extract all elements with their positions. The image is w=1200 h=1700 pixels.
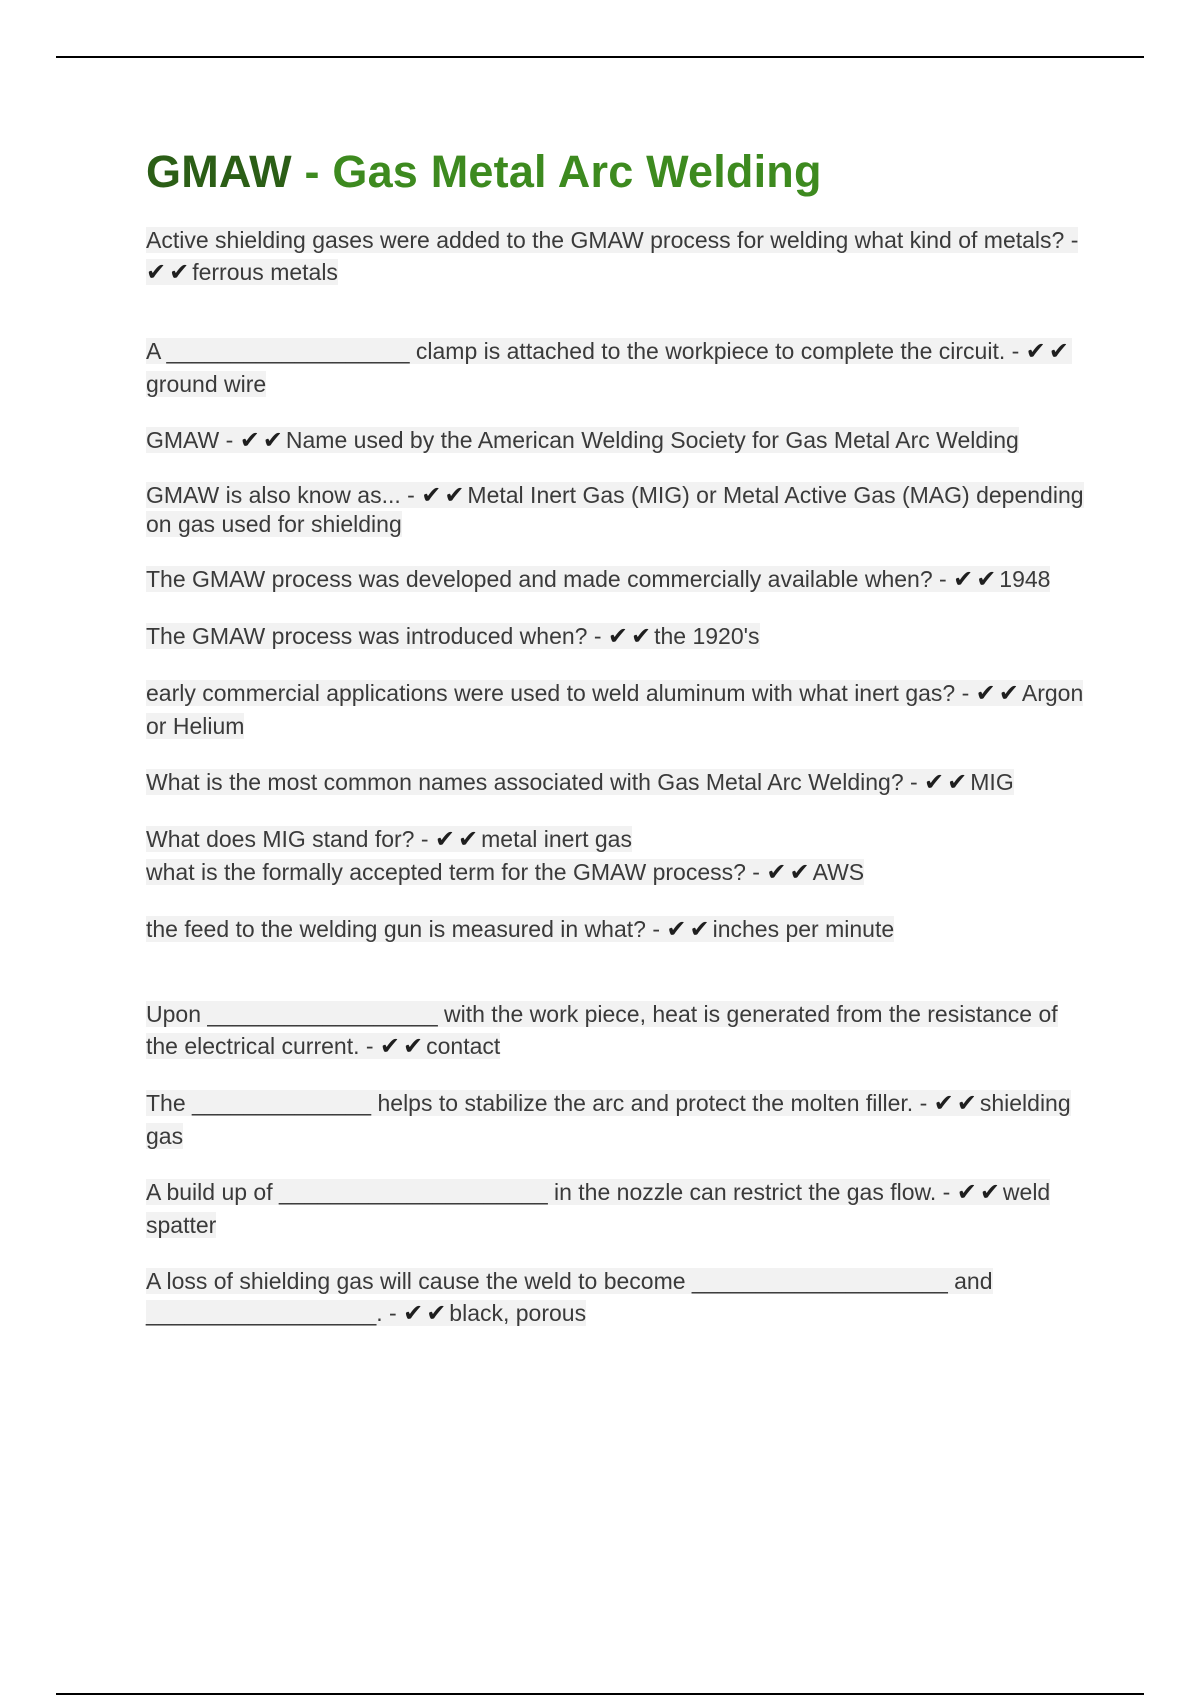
checkmark-icon: ✔✔ bbox=[403, 1300, 450, 1327]
checkmark-icon: ✔✔ bbox=[421, 482, 468, 509]
qa-item: A loss of shielding gas will cause the weld to become ____________________ and __________________. - ✔✔black, porous bbox=[146, 1265, 1096, 1330]
qa-item: Active shielding gases were added to the GMAW process for welding what kind of metals? - ✔✔ferrous metals bbox=[146, 224, 1096, 289]
checkmark-icon: ✔✔ bbox=[1025, 338, 1072, 365]
checkmark-icon: ✔✔ bbox=[146, 259, 193, 286]
checkmark-icon: ✔✔ bbox=[924, 769, 971, 796]
top-rule bbox=[56, 56, 1144, 58]
checkmark-icon: ✔✔ bbox=[434, 826, 482, 853]
qa-item: A ___________________ clamp is attached to the workpiece to complete the circuit. - ✔✔ground wire bbox=[146, 338, 1072, 397]
checkmark-icon: ✔✔ bbox=[975, 680, 1022, 707]
qa-item: What does MIG stand for? - ✔✔metal inert gas bbox=[146, 823, 1096, 856]
document-body bbox=[146, 142, 1096, 1330]
qa-item: The ______________ helps to stabilize the arc and protect the molten filler. - ✔✔shielding gas bbox=[146, 1090, 1071, 1149]
bottom-rule bbox=[56, 1693, 1144, 1695]
qa-item: what is the formally accepted term for the GMAW process? - ✔✔AWS bbox=[146, 856, 1096, 889]
checkmark-icon: ✔✔ bbox=[666, 916, 713, 943]
qa-item: What is the most common names associated with Gas Metal Arc Welding? - ✔✔MIG bbox=[146, 766, 1096, 799]
checkmark-icon: ✔✔ bbox=[607, 623, 655, 650]
checkmark-icon: ✔✔ bbox=[379, 1033, 427, 1060]
qa-item: The GMAW process was introduced when? - ✔✔the 1920's bbox=[146, 620, 1096, 653]
qa-item: Upon __________________ with the work piece, heat is generated from the resistance of the electrical current. - ✔✔contact bbox=[146, 998, 1096, 1063]
qa-item: early commercial applications were used to weld aluminum with what inert gas? - ✔✔Argon or Helium bbox=[146, 680, 1084, 739]
checkmark-icon: ✔✔ bbox=[239, 427, 286, 454]
checkmark-icon: ✔✔ bbox=[933, 1090, 980, 1117]
qa-item: The GMAW process was developed and made commercially available when? - ✔✔1948 bbox=[146, 563, 1096, 596]
checkmark-icon: ✔✔ bbox=[766, 859, 813, 886]
qa-item: GMAW is also know as... - ✔✔Metal Inert Gas (MIG) or Metal Active Gas (MAG) depending on gas used for shielding bbox=[146, 482, 1084, 537]
page-title: GMAW - Gas Metal Arc Welding bbox=[146, 146, 822, 197]
checkmark-icon: ✔✔ bbox=[953, 566, 1000, 593]
qa-item: GMAW - ✔✔Name used by the American Welding Society for Gas Metal Arc Welding bbox=[146, 424, 1096, 457]
checkmark-icon: ✔✔ bbox=[956, 1179, 1003, 1206]
qa-item: A build up of _____________________ in the nozzle can restrict the gas flow. - ✔✔weld spatter bbox=[146, 1179, 1051, 1238]
qa-item: the feed to the welding gun is measured in what? - ✔✔inches per minute bbox=[146, 913, 1096, 946]
